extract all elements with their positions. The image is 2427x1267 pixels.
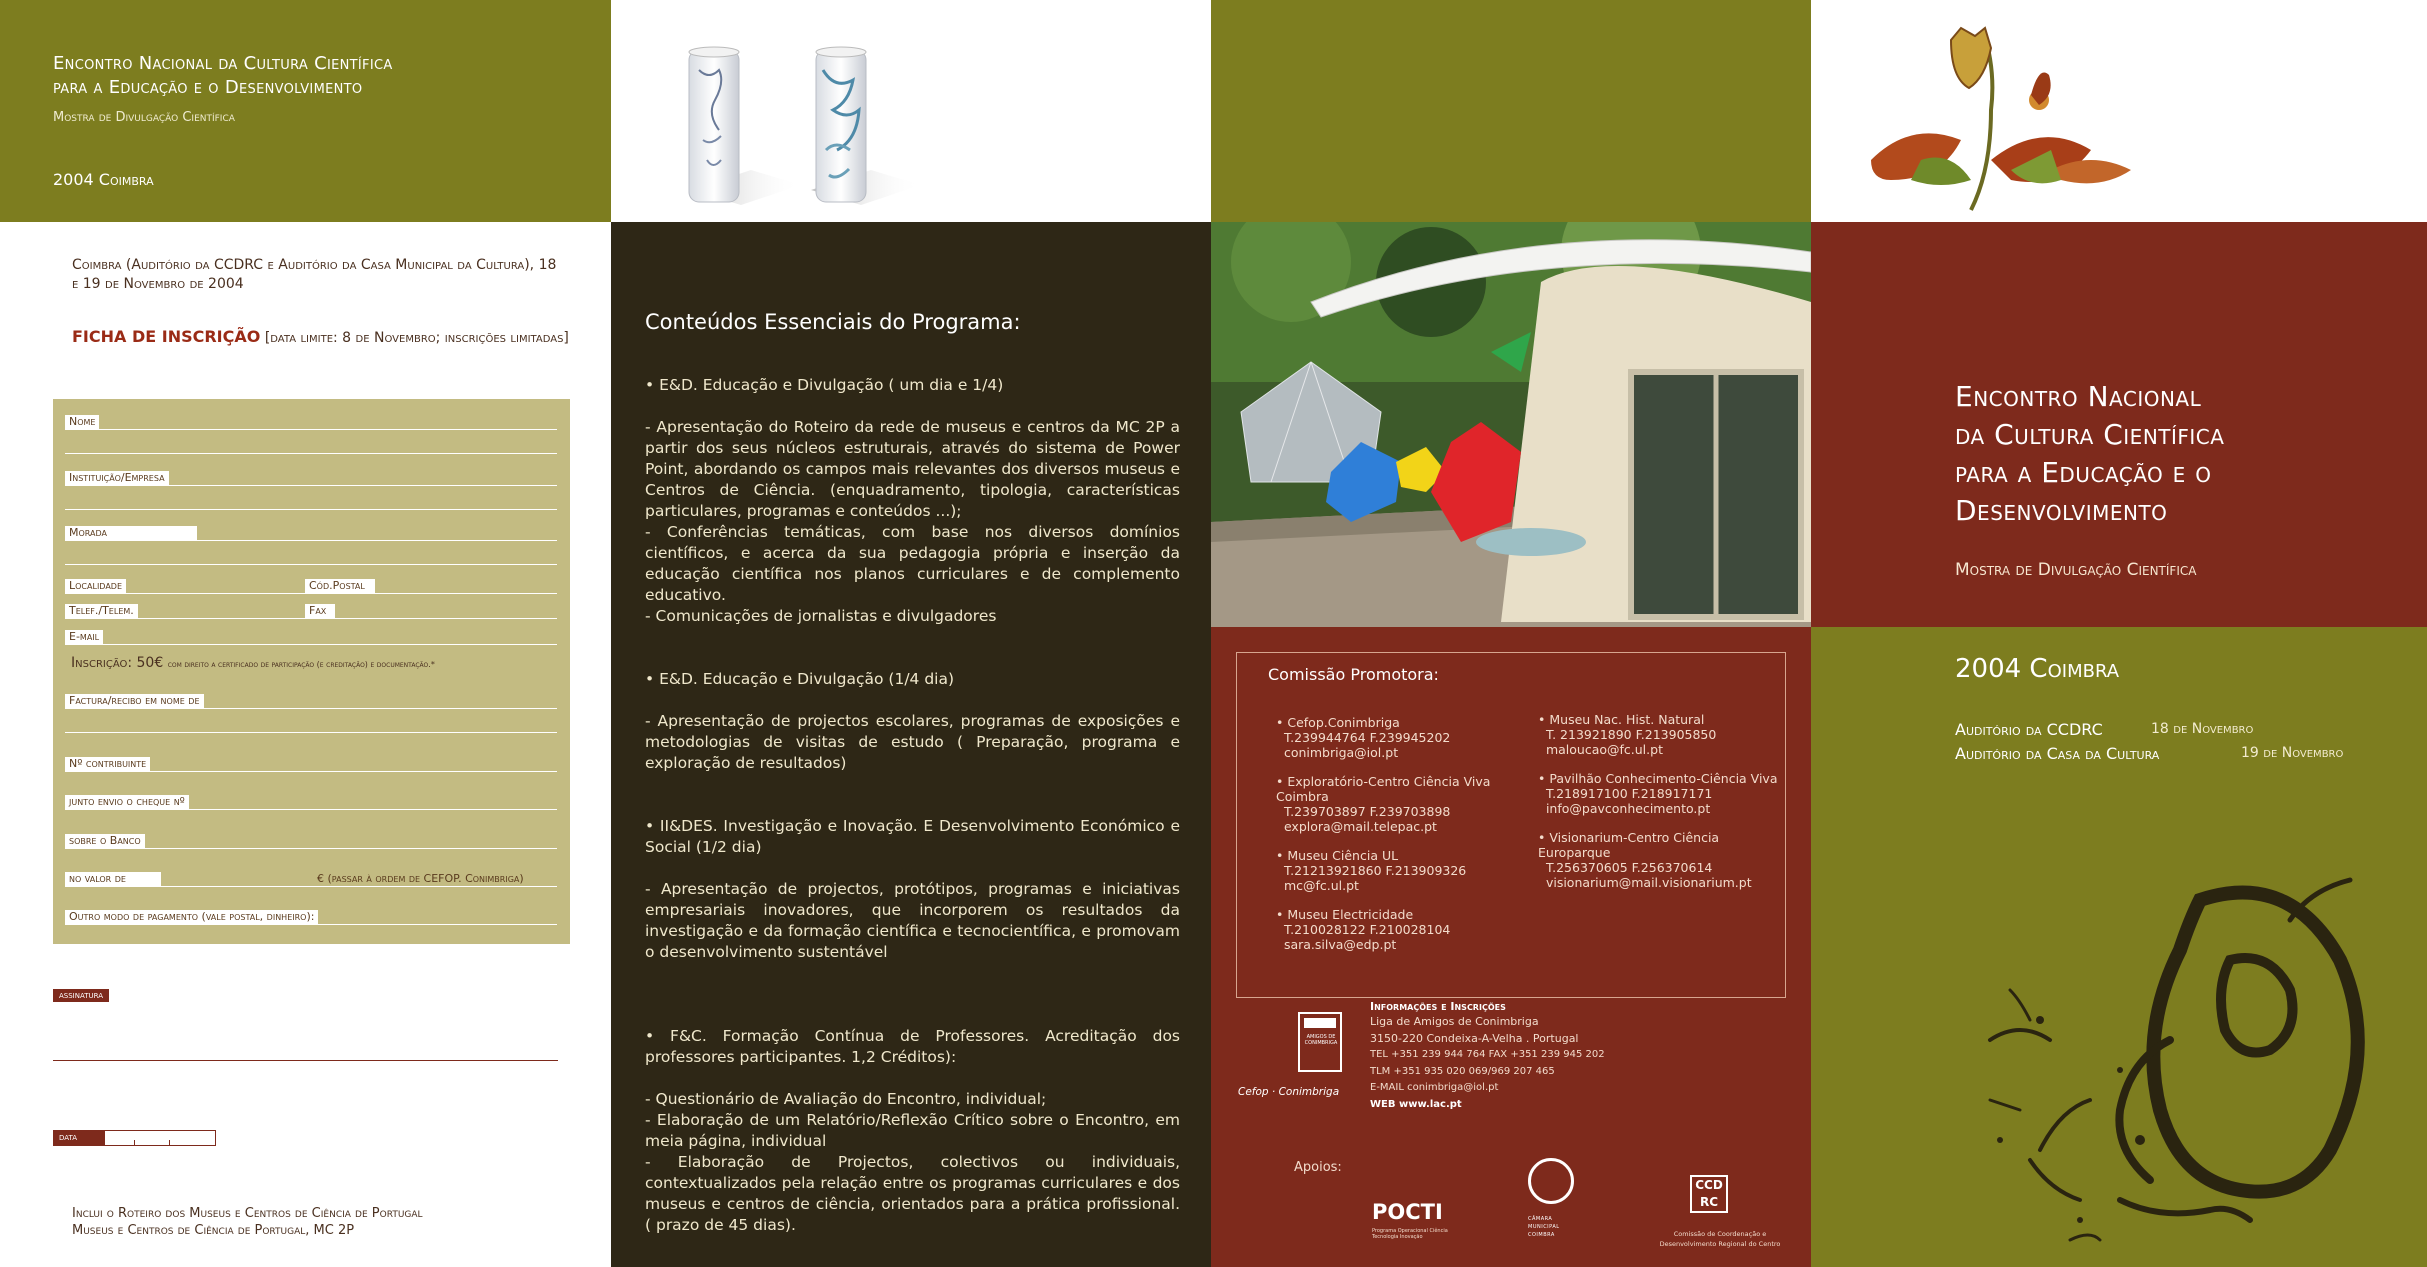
info-body: Liga de Amigos de Conimbriga 3150-220 Condeixa-A-Velha . Portugal TEL +351 239 944 764 FAX +351 239 945 202 TLM +351 935 020 069/969 207 465 E-MAIL conimbriga@iol.pt WEB www.lac.pt: [1370, 1014, 1605, 1113]
instituicao-field-line2[interactable]: [65, 509, 557, 510]
morada-field[interactable]: [65, 540, 557, 541]
cod-postal-label: Cód.Postal: [305, 579, 375, 593]
panel4-top: [1811, 0, 2427, 222]
event-location: Coimbra (Auditório da CCDRC e Auditório da Casa Municipal da Cultura), 18 e 19 de Novembro de 2004: [72, 257, 557, 292]
member-pavilhao: • Pavilhão Conhecimento-Ciência Viva T.218917100 F.218917171 info@pavconhecimento.pt: [1538, 771, 1778, 816]
section2-head: • E&D. Educação e Divulgação (1/4 dia): [645, 670, 955, 688]
section2-body: - Apresentação de projectos escolares, programas de exposições e metodologias de visitas de estudo ( Preparação, programa e exploração de resultados): [645, 712, 1180, 772]
member-museu-hist-natural: • Museu Nac. Hist. Natural T. 213921890 F.213905850 maloucao@fc.ul.pt: [1538, 712, 1717, 757]
morada-field-line2[interactable]: [65, 564, 557, 565]
member-museu-electricidade: • Museu Electricidade T.210028122 F.210028104 sara.silva@edp.pt: [1276, 907, 1451, 952]
event-subtitle: Mostra de Divulgação Científica: [1955, 560, 2197, 580]
ficha-title: FICHA DE INSCRIÇÃO: [72, 327, 261, 346]
banco-field[interactable]: [65, 848, 557, 849]
cefop-conimbriga-logo: Cefop · Conimbriga: [1238, 1086, 1340, 1098]
section4-body3: - Elaboração de Projectos, colectivos ou individuais, contextualizados pela relação entre os programas curriculares e dos museus e centros de ciência, orientados para a prática profissional. ( prazo de 45 dias).: [645, 1153, 1180, 1234]
cheque-field[interactable]: [65, 809, 557, 810]
section3-body: - Apresentação de projectos, protótipos, programas e iniciativas empresariais inovadores, que incorporem os resultados da investigação e da formação científica e tecnocientífica, e promovam o desenvolvimento sustentável: [645, 880, 1180, 961]
venue-2: Auditório da Casa da Cultura: [1955, 744, 2160, 763]
section4-head: • F&C. Formação Contínua de Professores. Acreditação dos professores participantes. 1,2 Créditos):: [645, 1027, 1180, 1066]
panel1-footer: Inclui o Roteiro dos Museus e Centros de Ciência de Portugal Museus e Centros de Ciência de Portugal, MC 2P: [72, 1206, 423, 1238]
fax-label: Fax: [305, 604, 335, 618]
venue-2-date: 19 de Novembro: [2241, 745, 2344, 761]
localidade-label: Localidade: [65, 579, 126, 593]
web-link[interactable]: WEB www.lac.pt: [1370, 1098, 1462, 1110]
instituicao-field[interactable]: [65, 485, 557, 486]
data-label: data: [53, 1130, 105, 1146]
camara-logo-icon: [1528, 1158, 1574, 1204]
panel1-header-subtitle: Mostra de Divulgação Científica: [53, 110, 235, 125]
apoios-label: Apoios:: [1294, 1160, 1342, 1175]
assinatura-label: assinatura: [53, 989, 109, 1002]
program-title: Conteúdos Essenciais do Programa:: [645, 310, 1021, 334]
nome-field[interactable]: [65, 429, 557, 430]
comissao-right-column: [1538, 712, 1783, 904]
vases-image: [611, 0, 1211, 222]
member-cefop: • Cefop.Conimbriga T.239944764 F.239945202 conimbriga@iol.pt: [1276, 715, 1451, 760]
ficha-heading: [72, 327, 572, 348]
telef-field[interactable]: [65, 618, 557, 619]
pocti-logo: POCTI: [1372, 1200, 1443, 1224]
plant-illustration: [1811, 0, 2427, 222]
section4-body1: - Questionário de Avaliação do Encontro, individual;: [645, 1090, 1047, 1108]
signature-line[interactable]: [53, 1060, 558, 1061]
instituicao-label: Instituição/Empresa: [65, 471, 169, 485]
comissao-title: Comissão Promotora:: [1268, 665, 1439, 684]
section1-head: • E&D. Educação e Divulgação ( um dia e 1/4): [645, 376, 1004, 394]
skull-drawing: [1970, 840, 2410, 1260]
junto-envio-label: junto envio o cheque nº: [65, 795, 189, 809]
skull-drawing-image: [1970, 840, 2410, 1260]
info-title: Informações e Inscrições: [1370, 1000, 1506, 1013]
outro-modo-label: Outro modo de pagamento (vale postal, dinheiro):: [65, 910, 318, 924]
member-visionarium: • Visionarium-Centro Ciência Europarque T.256370605 F.256370614 visionarium@mail.visionarium.pt: [1538, 830, 1752, 890]
outro-modo-field[interactable]: [65, 924, 557, 925]
event-title: Encontro Nacional da Cultura Científica para a Educação e o Desenvolvimento: [1955, 380, 2225, 527]
ccdrc-logo: CCDRC: [1690, 1175, 1728, 1213]
localidade-field[interactable]: [65, 593, 557, 594]
factura-field[interactable]: [65, 708, 557, 709]
camara-label: CÂMARA MUNICIPAL COIMBRA: [1528, 1216, 1560, 1238]
member-exploratorio: • Exploratório-Centro Ciência Viva Coimbra T.239703897 F.239703898 explora@mail.telepac.pt: [1276, 774, 1491, 834]
section1-body2: - Conferências temáticas, com base nos diversos domínios científicos, e acerca da sua pedagogia própria e inserção da educação científica nos planos curriculares e de complemento educativo.: [645, 523, 1180, 604]
ccdrc-subtitle: Comissão de Coordenação e Desenvolvimento Regional do Centro: [1659, 1230, 1781, 1248]
section4-body2: - Elaboração de um Relatório/Reflexão Crítico sobre o Encontro, em meia página, individual: [645, 1111, 1180, 1150]
email-field[interactable]: [65, 644, 557, 645]
email-label: E-mail: [65, 630, 103, 644]
member-museu-ciencia: • Museu Ciência UL T.21213921860 F.213909326 mc@fc.ul.pt: [1276, 848, 1467, 893]
event-year: 2004 Coimbra: [1955, 654, 2120, 684]
panel1-header-title: Encontro Nacional da Cultura Científica para a Educação e o Desenvolvimento: [53, 53, 393, 98]
venue-1: Auditório da CCDRC: [1955, 720, 2103, 739]
section3-head: • II&DES. Investigação e Inovação. E Desenvolvimento Económico e Social (1/2 dia): [645, 817, 1180, 856]
factura-label: Factura/recibo em nome de: [65, 694, 204, 708]
banco-label: sobre o Banco: [65, 834, 145, 848]
program-contents: [645, 375, 1180, 1236]
factura-field-line2[interactable]: [65, 732, 557, 733]
panel1-header-year: 2004 Coimbra: [53, 170, 154, 189]
nome-label: Nome: [65, 415, 99, 429]
inscricao-line: Inscrição: 50€ com direito a certificado de participação (e creditação) e documentação.*: [71, 655, 435, 671]
comissao-left-column: [1276, 715, 1516, 966]
contribuinte-field[interactable]: [65, 771, 557, 772]
valor-note: € (passar à ordem de CEFOP. Conimbriga): [317, 872, 524, 885]
valor-field[interactable]: [65, 886, 557, 887]
valor-label: no valor de: [65, 872, 161, 886]
event-schedule: [1955, 720, 2375, 768]
ficha-note: [data limite: 8 de Novembro; inscrições limitadas]: [264, 330, 569, 346]
panel3-header: [1211, 0, 1811, 222]
venue-1-date: 18 de Novembro: [2151, 721, 2254, 737]
museum-photo-image: [1211, 222, 1811, 627]
telef-label: Telef./Telem.: [65, 604, 138, 618]
panel2-top: [611, 0, 1211, 222]
amigos-conimbriga-logo: AMIGOS DE CONIMBRIGA: [1298, 1012, 1342, 1072]
morada-label: Morada: [65, 526, 197, 540]
section1-body: - Apresentação do Roteiro da rede de museus e centros da MC 2P a partir dos seus núcleos estruturais, através do sistema de Power Point, abordando os campos mais relevantes dos diversos museus e Centros de Ciência. (enquadramento, tipologia, características particulares, programas e conteúdos ...);: [645, 418, 1180, 520]
museum-photo: [1211, 222, 1811, 627]
pocti-subtitle: Programa Operacional Ciência Tecnologia Inovação: [1372, 1228, 1448, 1240]
registration-form: [53, 399, 570, 944]
nome-field-line2[interactable]: [65, 453, 557, 454]
section1-body3: - Comunicações de jornalistas e divulgadores: [645, 607, 997, 625]
contribuinte-label: Nº contribuinte: [65, 757, 150, 771]
